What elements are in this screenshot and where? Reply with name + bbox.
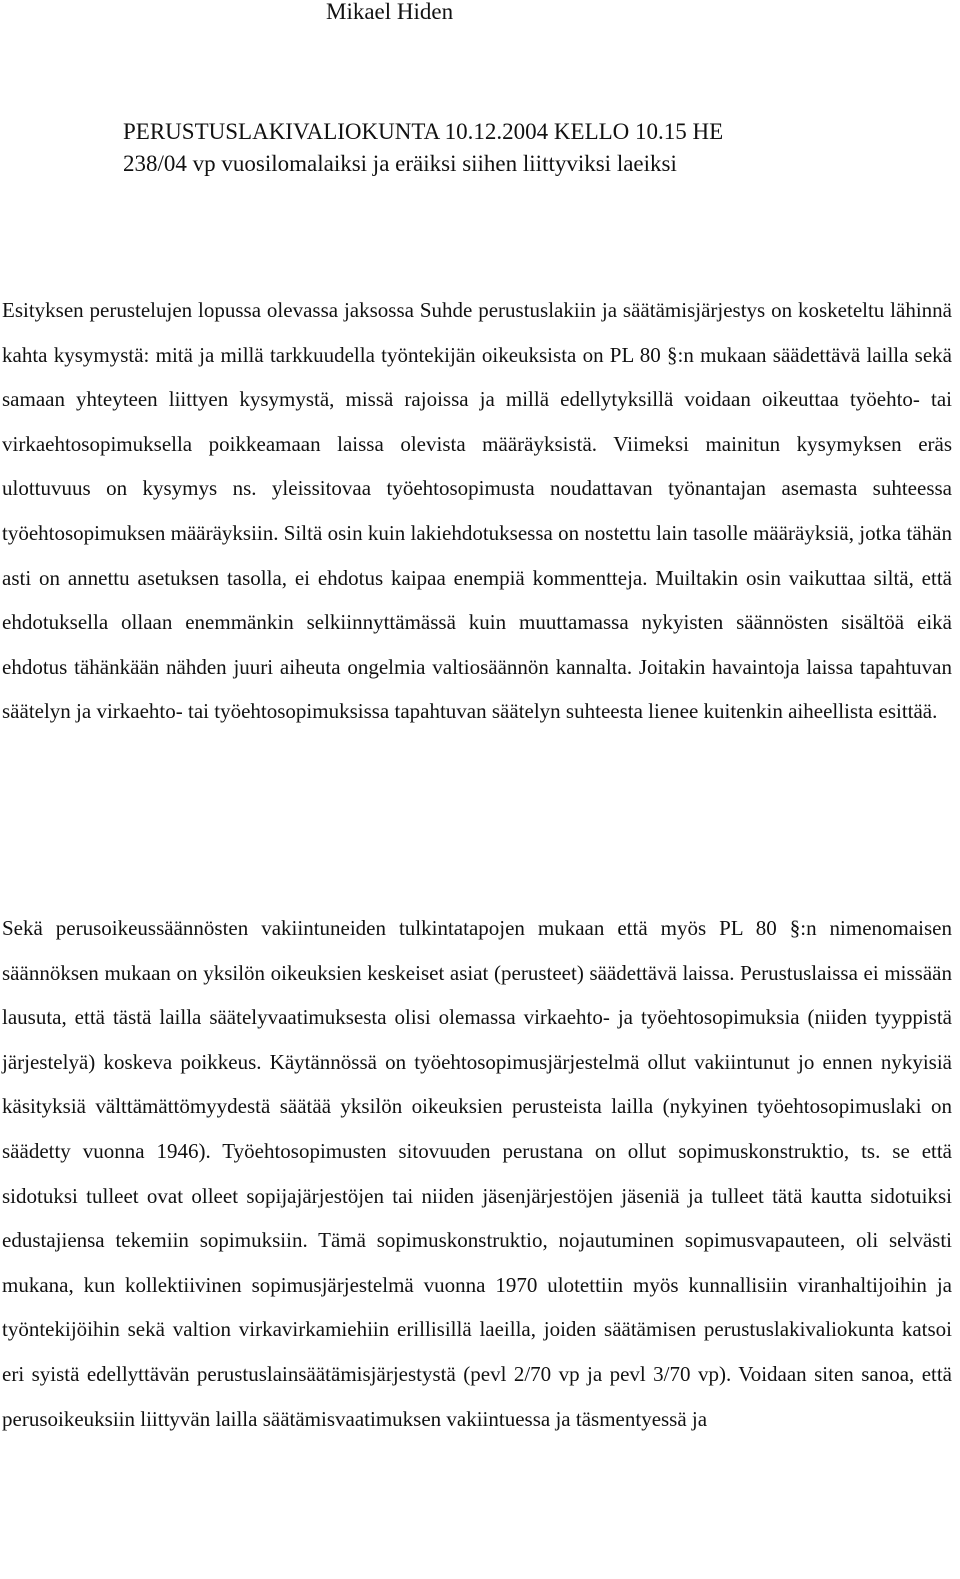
- heading-line-1: PERUSTUSLAKIVALIOKUNTA 10.12.2004 KELLO 10.15 HE: [123, 119, 724, 144]
- document-heading: [123, 116, 943, 180]
- author-name: Mikael Hiden: [326, 0, 454, 24]
- heading-line-2: 238/04 vp vuosilomalaiksi ja eräiksi siihen liittyviksi laeiksi: [123, 151, 677, 176]
- body-paragraph-1: Esityksen perustelujen lopussa olevassa jaksossa Suhde perustuslakiin ja säätämisjärjestys on kosketeltu lähinnä kahta kysymystä: mitä ja millä tarkkuudella työntekijän oikeuksista on PL 80 §:n mukaan säädettävä lailla sekä samaan yhteyteen liittyen kysymystä, missä rajoissa ja millä edellytyksillä voidaan oikeuttaa työehto- tai virkaehtosopimuksella poikkeamaan laissa olevista määräyksistä. Viimeksi mainitun kysymyksen eräs ulottuvuus on kysymys ns. yleissitovaa työehtosopimusta noudattavan työnantajan asemasta suhteessa työehtosopimuksen määräyksiin. Siltä osin kuin lakiehdotuksessa on nostettu lain tasolle määräyksiä, jotka tähän asti on annettu asetuksen tasolla, ei ehdotus kaipaa enempiä kommentteja. Muiltakin osin vaikuttaa siltä, että ehdotuksella ollaan enemmänkin selkiinnyttämässä kuin muuttamassa nykyisten säännösten sisältöä eikä ehdotus tähänkään nähden juuri aiheuta ongelmia valtiosäännön kannalta. Joitakin havaintoja laissa tapahtuvan säätelyn ja virkaehto- tai työehtosopimuksissa tapahtuvan säätelyn suhteesta lienee kuitenkin aiheellista esittää.: [2, 298, 952, 724]
- body-paragraph-2: Sekä perusoikeussäännösten vakiintuneiden tulkintatapojen mukaan että myös PL 80 §:n nimenomaisen säännöksen mukaan on yksilön oikeuksien keskeiset asiat (perusteet) säädettävä laissa. Perustuslaissa ei missään lausuta, että tästä lailla säätelyvaatimuksesta olisi olemassa virkaehto- ja työehtosopimuksia (niiden tyyppistä järjestelyä) koskeva poikkeus. Käytännössä on työehtosopimusjärjestelmä ollut vakiintunut jo ennen nykyisiä käsityksiä välttämättömyydestä säätää yksilön oikeuksien perusteista lailla (nykyinen työehtosopimuslaki on säädetty vuonna 1946). Työehtosopimusten sitovuuden perustana on ollut sopimuskonstruktio, ts. se että sidotuksi tulleet ovat olleet sopijajärjestöjen tai niiden jäsenjärjestöjen jäseniä ja tulleet tätä kautta sidotuiksi edustajiensa tekemiin sopimuksiin. Tämä sopimuskonstruktio, nojautuminen sopimusvapauteen, oli selvästi mukana, kun kollektiivinen sopimusjärjestelmä vuonna 1970 ulotettiin myös kunnallisiin viranhaltijoihin ja työntekijöihin sekä valtion virkavirkamiehiin erillisillä laeilla, joiden säätämisen perustuslakivaliokunta katsoi eri syistä edellyttävän perustuslainsäätämisjärjestystä (pevl 2/70 vp ja pevl 3/70 vp). Voidaan siten sanoa, että perusoikeuksiin liittyvän lailla säätämisvaatimuksen vakiintuessa ja täsmentyessä ja: [2, 916, 952, 1431]
